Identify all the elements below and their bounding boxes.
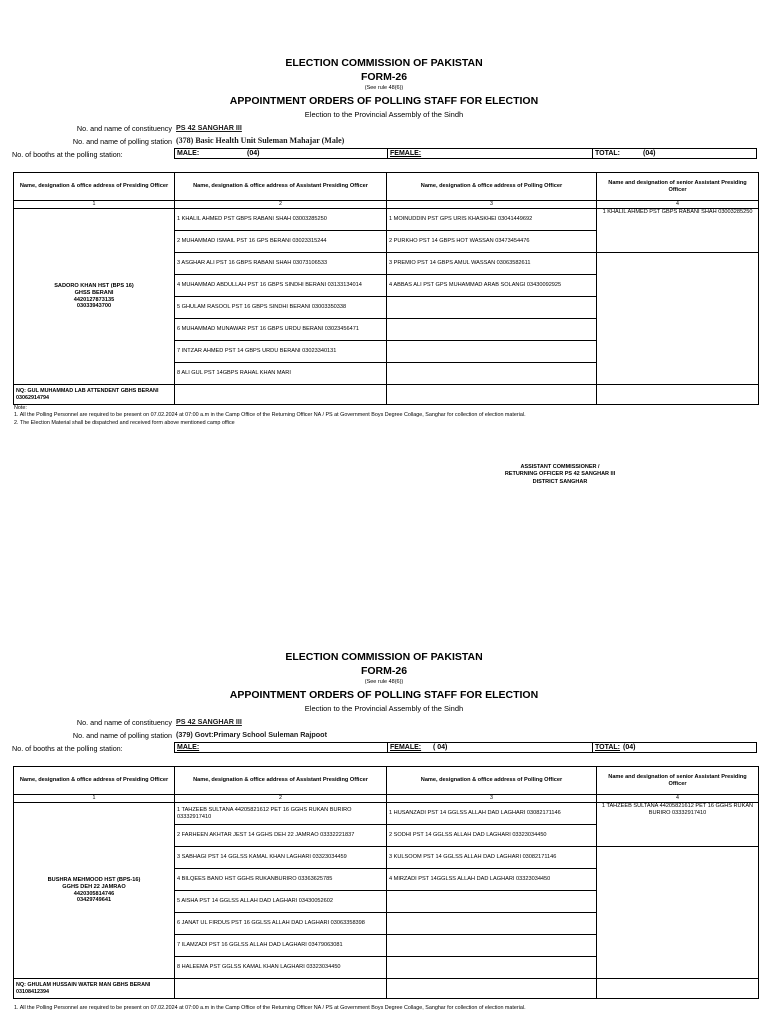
rule-reference: (See rule 48(6)) — [364, 679, 404, 685]
polling-station-value: (378) Basic Health Unit Suleman Mahajar (Male) — [176, 136, 345, 145]
male-label: MALE: — [177, 744, 200, 751]
po-entry — [387, 341, 597, 363]
polling-station-value: (379) Govt:Primary School Suleman Rajpoot — [176, 730, 327, 739]
booths-box — [174, 148, 757, 159]
nq-entry: NQ: GHULAM HUSSAIN WATER MAN GBHS BERANI 03108412394 — [14, 979, 175, 999]
col-number: 2 — [175, 201, 387, 209]
nq-entry: NQ: GUL MUHAMMAD LAB ATTENDENT GBHS BERANI 03062914794 — [14, 385, 175, 405]
po-entry: 2 PURKHO PST 14 GBPS HOT WASSAN 03473454476 — [387, 231, 597, 253]
col-header-senior-apo: Name and designation of senior Assistant Presiding Officer — [597, 767, 759, 795]
commission-title: ELECTION COMMISSION OF PAKISTAN — [285, 651, 483, 663]
apo-entry: 7 INTZAR AHMED PST 14 GBPS URDU BERANI 03023340131 — [175, 341, 387, 363]
booths-box — [174, 742, 757, 753]
apo-entry: 6 MUHAMMAD MUNAWAR PST 16 GBPS URDU BERANI 03023456471 — [175, 319, 387, 341]
form-subheading: Election to the Provincial Assembly of the Sindh — [304, 704, 464, 713]
staff-table — [13, 172, 759, 405]
male-label: MALE: — [177, 150, 200, 157]
commission-title: ELECTION COMMISSION OF PAKISTAN — [285, 57, 483, 69]
rule-reference: (See rule 48(6)) — [364, 85, 404, 91]
col-header-presiding: Name, designation & office address of Presiding Officer — [14, 173, 175, 201]
female-value: ( 04) — [433, 744, 448, 751]
female-label: FEMALE: — [390, 744, 422, 751]
form-heading: APPOINTMENT ORDERS OF POLLING STAFF FOR ELECTION — [229, 95, 539, 107]
col-header-po: Name, designation & office address of Polling Officer — [387, 767, 597, 795]
po-entry — [387, 363, 597, 385]
col-header-presiding: Name, designation & office address of Presiding Officer — [14, 767, 175, 795]
col-number: 1 — [14, 201, 175, 209]
po-entry — [387, 957, 597, 979]
note-label: Note: — [14, 405, 27, 411]
constituency-label: No. and name of constituency — [76, 124, 172, 133]
total-label: TOTAL: — [595, 150, 621, 157]
po-entry: 1 MOINUDDIN PST GPS URIS KHASKHEI 03041449692 — [387, 209, 597, 231]
po-entry — [387, 913, 597, 935]
apo-entry: 4 MUHAMMAD ABDULLAH PST 16 GBPS SINDHI BERANI 03133134014 — [175, 275, 387, 297]
presiding-officer-name: BUSHRA MEHMOOD HST (BPS-16) — [47, 876, 141, 883]
po-entry: 4 MIRZADI PST 14GGLSS ALLAH DAD LAGHARI 03323034450 — [387, 869, 597, 891]
po-entry — [387, 935, 597, 957]
apo-entry: 2 FARHEEN AKHTAR JEST 14 GGHS DEH 22 JAMRAO 03332221837 — [175, 825, 387, 847]
apo-entry: 3 ASGHAR ALI PST 16 GBPS RABANI SHAH 03073106533 — [175, 253, 387, 275]
senior-apo-empty — [597, 253, 759, 385]
presiding-officer-phone: 03033943700 — [76, 303, 112, 310]
senior-apo-entry: 1 TAHZEEB SULTANA 44205821612 PET 16 GGHS RUKAN BURIRO 03332917410 — [597, 803, 759, 847]
senior-apo-entry: 1 KHALIL AHMED PST GBPS RABANI SHAH 03003285250 — [597, 209, 759, 253]
booths-label: No. of booths at the polling station: — [12, 744, 123, 753]
po-entry — [387, 319, 597, 341]
col-header-po: Name, designation & office address of Polling Officer — [387, 173, 597, 201]
po-entry: 1 HUSANZADI PST 14 GGLSS ALLAH DAD LAGHARI 03082171146 — [387, 803, 597, 825]
po-entry: 3 KULSOOM PST 14 GGLSS ALLAH DAD LAGHARI 03082171146 — [387, 847, 597, 869]
col-number: 3 — [387, 201, 597, 209]
form-subheading: Election to the Provincial Assembly of the Sindh — [304, 110, 464, 119]
form-number: FORM-26 — [360, 665, 408, 677]
po-entry: 4 ABBAS ALI PST GPS MUHAMMAD ARAB SOLANGI 03430092925 — [387, 275, 597, 297]
presiding-officer-cnic: 4420127873135 — [73, 296, 115, 303]
notes-section — [14, 405, 754, 427]
apo-entry: 7 ILAMZADI PST 16 GGLSS ALLAH DAD LAGHARI 03479063081 — [175, 935, 387, 957]
presiding-officer-name: SADORO KHAN HST (BPS 16) — [54, 282, 134, 289]
apo-entry: 5 GHULAM RASOOL PST 16 GBPS SINDHI BERANI 03003350338 — [175, 297, 387, 319]
col-header-senior-apo: Name and designation of senior Assistant Presiding Officer — [597, 173, 759, 201]
apo-entry: 1 TAHZEEB SULTANA 44205821612 PET 16 GGHS RUKAN BURIRO 03332917410 — [175, 803, 387, 825]
total-label: TOTAL: — [595, 744, 621, 751]
note-item: 2. The Election Material shall be dispatched and received form above mentioned camp office — [14, 419, 235, 426]
apo-entry: 8 ALI GUL PST 14GBPS RAHAL KHAN MARI — [175, 363, 387, 385]
total-value: (04) — [623, 744, 636, 751]
note-item: 1. All the Polling Personnel are required to be present on 07.02.2024 at 07:00 a.m in the Camp Office of the Returning Officer NA / PS at Government Boys Degree Collage, Sanghar for collection of election material. — [14, 1005, 526, 1011]
col-header-apo: Name, designation & office address of Assistant Presiding Officer — [175, 173, 387, 201]
senior-apo-empty — [597, 847, 759, 979]
col-number: 2 — [175, 795, 387, 803]
staff-table — [13, 766, 759, 999]
notes-section — [14, 1005, 754, 1012]
presiding-officer-office: GGHS DEH 22 JAMRAO — [62, 883, 126, 890]
apo-entry: 3 SABHAGI PST 14 GGLSS KAMAL KHAN LAGHARI 03323034459 — [175, 847, 387, 869]
po-entry: 3 PREMIO PST 14 GBPS AMUL WASSAN 03063582611 — [387, 253, 597, 275]
col-number: 4 — [597, 201, 759, 209]
booths-label: No. of booths at the polling station: — [12, 150, 123, 159]
presiding-officer-cell — [14, 803, 175, 979]
signature-line: RETURNING OFFICER PS 42 SANGHAR III — [504, 471, 616, 478]
presiding-officer-cell — [14, 209, 175, 385]
signature-block — [480, 464, 640, 486]
male-value: (04) — [247, 150, 260, 157]
presiding-officer-cnic: 4420305814746 — [73, 890, 115, 897]
presiding-officer-phone: 03429749641 — [76, 897, 112, 904]
constituency-label: No. and name of constituency — [76, 718, 172, 727]
form-heading: APPOINTMENT ORDERS OF POLLING STAFF FOR ELECTION — [229, 689, 539, 701]
apo-entry: 2 MUHAMMAD ISMAIL PST 16 GPS BERANI 03023315244 — [175, 231, 387, 253]
polling-station-label: No. and name of polling station — [72, 731, 172, 740]
col-number: 1 — [14, 795, 175, 803]
constituency-value: PS 42 SANGHAR III — [176, 717, 242, 726]
total-value: (04) — [643, 150, 656, 157]
apo-entry: 6 JANAT UL FIRDUS PST 16 GGLSS ALLAH DAD LAGHARI 03063358398 — [175, 913, 387, 935]
signature-line: ASSISTANT COMMISSIONER / — [520, 464, 600, 470]
po-entry — [387, 891, 597, 913]
female-label: FEMALE: — [390, 150, 422, 157]
apo-entry: 5 AISHA PST 14 GGLSS ALLAH DAD LAGHARI 03430052602 — [175, 891, 387, 913]
signature-line: DISTRICT SANGHAR — [532, 478, 588, 485]
col-header-apo: Name, designation & office address of Assistant Presiding Officer — [175, 767, 387, 795]
polling-station-label: No. and name of polling station — [72, 137, 172, 146]
form-number: FORM-26 — [360, 71, 408, 83]
constituency-value: PS 42 SANGHAR III — [176, 123, 242, 132]
apo-entry: 4 BILQEES BANO HST GGHS RUKANBURIRO 03363625785 — [175, 869, 387, 891]
po-entry — [387, 297, 597, 319]
note-item: 1. All the Polling Personnel are required to be present on 07.02.2024 at 07:00 a.m in the Camp Office of the Returning Officer NA / PS at Government Boys Degree Collage, Sanghar for collection of election material. — [14, 412, 526, 419]
presiding-officer-office: GHSS BERANI — [74, 289, 114, 296]
col-number: 4 — [597, 795, 759, 803]
po-entry: 2 SODHI PST 14 GGLSS ALLAH DAD LAGHARI 03323034450 — [387, 825, 597, 847]
apo-entry: 8 HALEEMA PST GGLSS KAMAL KHAN LAGHARI 03323034450 — [175, 957, 387, 979]
col-number: 3 — [387, 795, 597, 803]
apo-entry: 1 KHALIL AHMED PST GBPS RABANI SHAH 03003285250 — [175, 209, 387, 231]
